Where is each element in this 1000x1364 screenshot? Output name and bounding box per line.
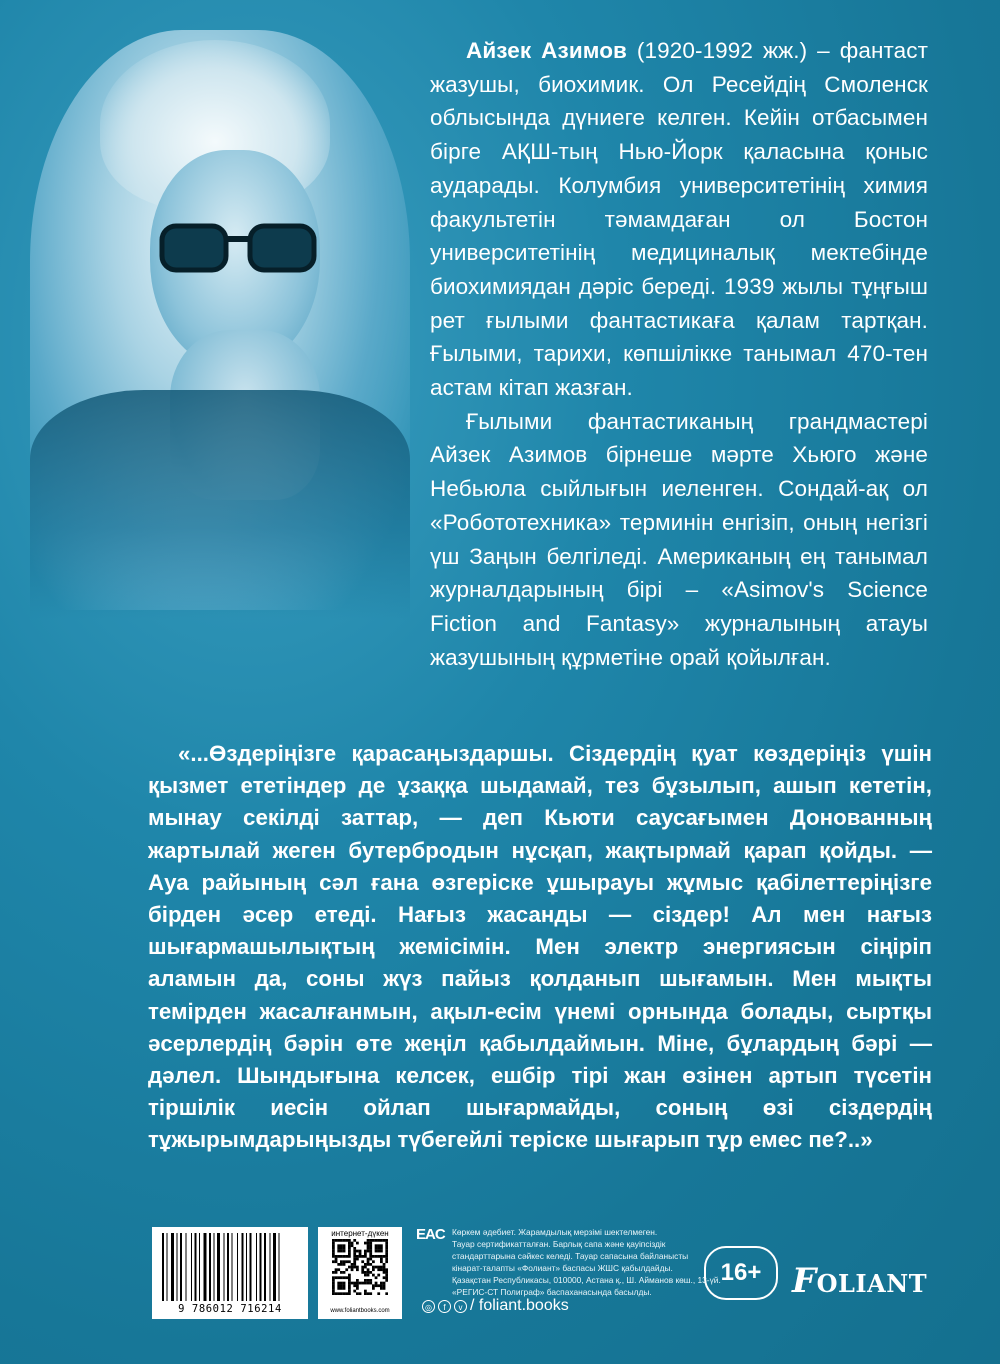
portrait-jacket: [30, 390, 410, 620]
legal-line: стандарттарына сәйкес келеді. Тауар сапасына байланысты: [452, 1251, 689, 1262]
author-portrait: [30, 30, 410, 610]
vk-icon[interactable]: v: [454, 1300, 467, 1313]
legal-line: Тауар сертификатталған. Барлық сапа және қауіпсіздік: [452, 1239, 666, 1250]
legal-line: Қазақстан Республикасы, 010000, Астана қ., Ш. Айманов көш., 13-үй.: [452, 1275, 721, 1286]
legal-line: «РЕГИС-СТ Полиграф» баспаханасында басылды.: [452, 1287, 652, 1298]
instagram-icon[interactable]: ◎: [422, 1300, 435, 1313]
author-bio: [430, 34, 928, 674]
qr-code-box[interactable]: [318, 1227, 402, 1319]
age-rating-badge: 16+: [704, 1246, 778, 1300]
legal-info: [452, 1226, 721, 1299]
publisher-logo: [792, 1261, 927, 1301]
bio-paragraph-2: Ғылыми фантастиканың грандмастері Айзек Азимов бірнеше мәрте Хьюго және Небьюла сыйлығын иеленген. Сондай-ақ ол «Робототехника» терминін енгізіп, оның негізгі үш Заңын белгіледі. Американың ең танымал журналдарының бірі – «Asimov's Science Fiction and Fantasy» журналының атауы жазушының құрметіне орай қойылған.: [430, 408, 928, 670]
qr-code-icon[interactable]: [332, 1239, 388, 1295]
qr-caption: интернет-дүкен: [331, 1229, 389, 1238]
legal-line: кінарат-талапты «Фолиант» баспасы ЖШС қабылдайды.: [452, 1263, 673, 1274]
quote-text: «...Өздеріңізге қарасаңыздаршы. Сіздердің қуат көздеріңіз үшін қызмет ететіндер де ұзаққа шыдамай, тез бұзылып, ашып кететін, мынау секілді заттар, — деп Кьюти саусағымен Донованның жартылай жеген бутербродын нұсқап, жақтырмай қарап қойды. — Ауа райының сәл ғана өзгеріске ұшырауы жұмыс қабілеттеріңізге бірден әсер етеді. Нағыз жасанды — сіздер! Ал мен нағыз шығармашылықтың жемісімін. Мен электр энергиясын сіңіріп аламын да, соны жүз пайыз қолданып шығамын. Мен мықты темірден жасалғанмын, ақыл-есім үнемі орнында болады, сыртқы әсерлердің бәрін өте жеңіл қабылдаймын. Міне, бұлардың бәрі — дәлел. Шындығына келсек, ешбір тірі жан өзінен артып түсетін тіршілік иесін ойлап шығармайды, соның өзі сіздердің тұжырымдарыңызды түбегейлі теріске шығарып тұр емес пе?..»: [148, 741, 932, 1153]
book-quote: [148, 738, 932, 1157]
isbn-barcode: [152, 1227, 308, 1319]
barcode-bars: [160, 1233, 300, 1301]
bio-paragraph-1-text: (1920-1992 жж.) – фантаст жазушы, биохимик. Ол Ресейдің Смоленск облысында дүниеге келген. Кейін отбасымен бірге АҚШ-тың Нью-Йорк қаласына қоныс аударады. Колумбия университетінің химия факультетін тәмамдаған ол Бостон университетінің медициналық мектебінде биохимиядан дәріс береді. 1939 жылы тұңғыш рет ғылыми фантастикаға қалам тартқан. Ғылыми, тарихи, көпшілікке танымал 470-тен астам кітап жазған.: [430, 38, 928, 401]
logo-initial: F: [792, 1261, 817, 1301]
barcode-digits: 9 786012 716214: [178, 1303, 282, 1315]
social-handle[interactable]: / foliant.books: [470, 1297, 569, 1314]
legal-line: Көркем әдебиет. Жарамдылық мерзімі шектелмеген.: [452, 1227, 658, 1237]
portrait-glasses: [158, 220, 318, 276]
eac-mark: EAC: [416, 1226, 445, 1243]
logo-text: OLIANT: [816, 1269, 928, 1298]
author-name: Айзек Азимов: [466, 38, 627, 63]
qr-site: www.foliantbooks.com: [330, 1308, 390, 1314]
social-links[interactable]: [422, 1296, 569, 1316]
bio-paragraph-1: [430, 34, 928, 405]
facebook-icon[interactable]: f: [438, 1300, 451, 1313]
